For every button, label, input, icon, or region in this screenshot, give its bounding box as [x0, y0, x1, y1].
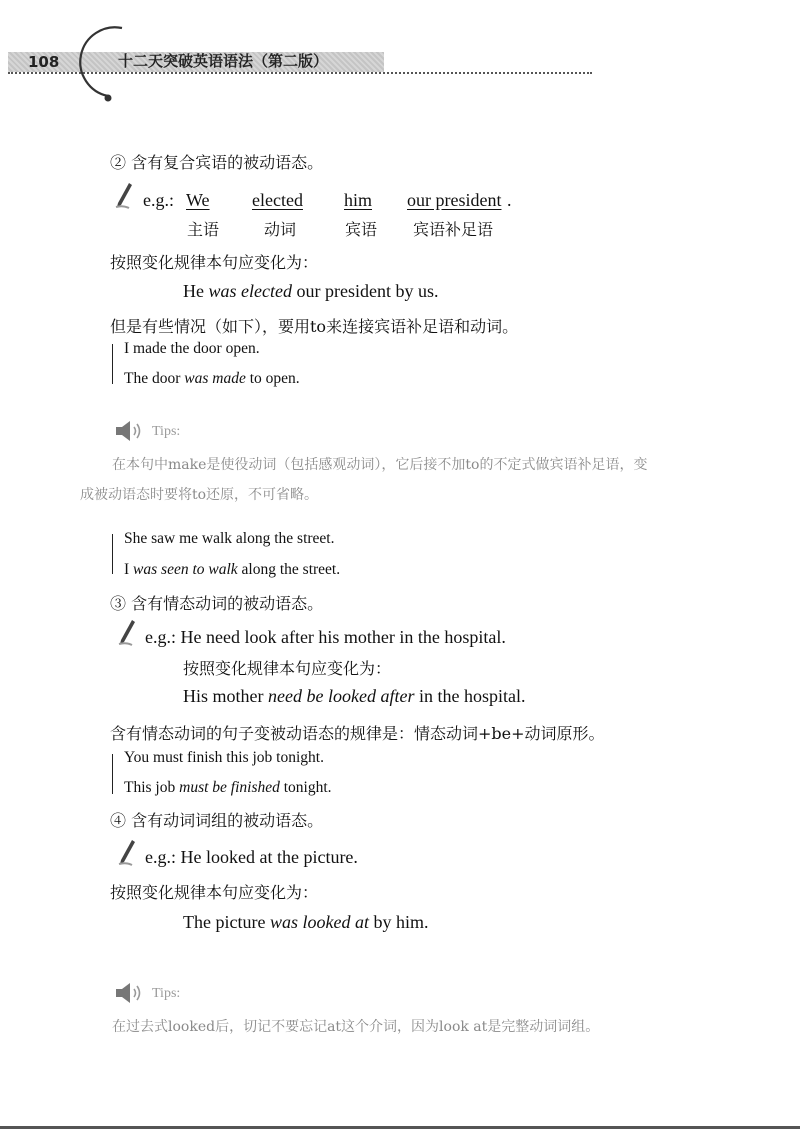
book-title: 十二天突破英语语法（第二版）: [118, 52, 329, 70]
example-word-object: him: [344, 190, 373, 210]
example-prefix: e.g.:: [143, 190, 174, 210]
page-number: 108: [28, 53, 60, 71]
example-word-verb: elected: [252, 190, 303, 210]
rule-intro-4: 按照变化规律本句应变化为：: [110, 883, 319, 902]
example-word-subject: We: [186, 190, 210, 210]
result-sentence-3: His mother need be looked after in the hospital.: [183, 686, 526, 706]
example-word-complement: our president: [407, 190, 502, 210]
pen-icon: [116, 838, 138, 866]
pair3-passive: This job must be finished tonight.: [124, 779, 332, 796]
role-complement: 宾语补足语: [413, 220, 494, 239]
role-subject: 主语: [187, 220, 220, 239]
footer-rule: [0, 1126, 800, 1129]
pair2-active: She saw me walk along the street.: [124, 530, 335, 547]
example-sentence-3: e.g.: He need look after his mother in the hospital.: [145, 627, 506, 647]
section-3-heading: ③ 含有情态动词的被动语态。: [110, 594, 324, 613]
tips-label: Tips:: [152, 986, 181, 1001]
note-to-connection: 但是有些情况（如下），要用to来连接宾语补足语和动词。: [110, 317, 519, 336]
modal-verb-rule: 含有情态动词的句子变被动语态的规律是：情态动词+be+动词原形。: [110, 724, 605, 743]
tips-text-line1: 在本句中make是使役动词（包括感观动词），它后接不加to的不定式做宾语补足语，变: [112, 457, 648, 473]
pen-icon: [113, 181, 135, 209]
tips-label: Tips:: [152, 424, 181, 439]
speaker-icon: [112, 419, 148, 443]
result-sentence-2: He was elected our president by us.: [183, 281, 439, 301]
section-2-heading: ② 含有复合宾语的被动语态。: [110, 153, 324, 172]
speaker-icon: [112, 981, 148, 1005]
rule-intro-3: 按照变化规律本句应变化为：: [183, 659, 392, 678]
section-4-heading: ④ 含有动词词组的被动语态。: [110, 811, 324, 830]
pair3-active: You must finish this job tonight.: [124, 749, 324, 766]
pair-bracket: [112, 534, 113, 574]
role-object: 宾语: [345, 220, 378, 239]
pair1-active: I made the door open.: [124, 340, 260, 357]
result-sentence-4: The picture was looked at by him.: [183, 912, 429, 932]
example-sentence-4: e.g.: He looked at the picture.: [145, 847, 358, 867]
rule-intro-2: 按照变化规律本句应变化为：: [110, 253, 319, 272]
tips-text-line2: 成被动语态时要将to还原，不可省略。: [80, 487, 319, 503]
example-period: .: [507, 190, 512, 210]
pair-bracket: [112, 754, 113, 794]
pair1-passive: The door was made to open.: [124, 370, 300, 387]
pen-icon: [116, 618, 138, 646]
role-verb: 动词: [264, 220, 297, 239]
pair-bracket: [112, 344, 113, 384]
tips-text-line1: 在过去式looked后，切记不要忘记at这个介词，因为look at是完整动词词组。: [112, 1019, 600, 1035]
pair2-passive: I was seen to walk along the street.: [124, 561, 341, 578]
